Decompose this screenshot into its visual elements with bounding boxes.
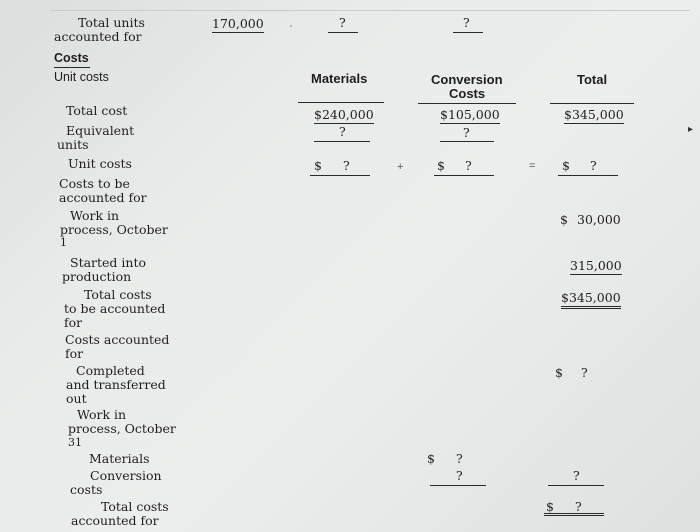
completed-dollar: $ <box>555 365 563 380</box>
header-materials-rule <box>298 102 384 103</box>
top-divider <box>50 10 690 11</box>
header-conversion-rule <box>418 103 516 104</box>
label-total-costs: Total costs <box>84 287 152 302</box>
units-materials-value: ? <box>339 15 346 30</box>
label-process-october: process, October <box>60 222 168 237</box>
label-production: production <box>62 269 132 284</box>
label-for-2: for <box>65 346 84 361</box>
label-total-cost: Total cost <box>66 103 128 118</box>
label-equivalent: Equivalent <box>66 123 135 138</box>
total-accounted-double-underline <box>544 513 604 516</box>
materials-unit-cost: ? <box>343 158 350 173</box>
label-work-in-2: Work in <box>77 407 127 422</box>
label-total-units: Total units <box>78 15 145 30</box>
costs-underline <box>54 67 90 68</box>
total-unit-underline <box>558 175 618 176</box>
plus-sign: + <box>397 161 404 173</box>
materials-unit-underline <box>310 175 370 176</box>
wip-conversion-value: ? <box>456 468 463 483</box>
section-costs: Costs <box>54 51 89 65</box>
total-unit-dollar: $ <box>562 158 570 173</box>
conversion-unit-underline <box>434 175 494 176</box>
label-process-october-2: process, October <box>68 421 176 436</box>
units-conversion-value: ? <box>463 15 470 30</box>
label-completed: Completed <box>76 363 145 378</box>
total-costs-to-be-accounted-value: $345,000 <box>561 291 621 309</box>
label-accounted-for-2: accounted for <box>59 190 147 205</box>
label-and-transferred: and transferred <box>66 377 166 392</box>
wip-materials-dollar: $ <box>427 451 435 466</box>
mouse-cursor-icon: ▸ <box>688 124 694 135</box>
wip-conversion-underline <box>430 485 486 486</box>
started-into-production-value: 315,000 <box>570 258 622 273</box>
label-for: for <box>64 315 83 330</box>
materials-eq-underline <box>314 141 370 142</box>
header-conversion-costs: Costs <box>449 86 486 101</box>
total-accounted-dollar: $ <box>546 499 554 514</box>
label-units: units <box>57 137 89 152</box>
label-costs-word: costs <box>70 482 103 497</box>
label-total-costs-2: Total costs <box>101 499 169 514</box>
materials-eq-units: ? <box>339 124 346 139</box>
label-costs-to-be: Costs to be <box>59 176 130 191</box>
materials-unit-dollar: $ <box>314 158 322 173</box>
conversion-eq-units: ? <box>463 125 470 140</box>
label-materials: Materials <box>89 451 150 466</box>
units-conversion-underline <box>453 32 483 33</box>
materials-cost-value: $240,000 <box>314 107 374 122</box>
total-unit-cost: ? <box>590 158 597 173</box>
label-costs-accounted: Costs accounted <box>65 332 170 347</box>
wip-oct1-dollar: $ <box>560 212 568 227</box>
label-accounted-for-3: accounted for <box>71 513 159 528</box>
label-conversion: Conversion <box>90 468 162 483</box>
total-cost-value: $345,000 <box>564 107 624 122</box>
label-thirtyone: 31 <box>68 436 82 449</box>
wip-total-underline <box>548 485 604 486</box>
equals-sign: = <box>529 160 536 172</box>
label-work-in: Work in <box>70 208 120 223</box>
conversion-cost-value: $105,000 <box>440 107 500 122</box>
units-materials-underline <box>328 32 358 33</box>
header-materials: Materials <box>311 71 368 86</box>
conversion-eq-underline <box>440 141 494 142</box>
wip-materials-value: ? <box>456 451 463 466</box>
header-total: Total <box>577 72 608 87</box>
label-out: out <box>66 391 87 406</box>
units-total-value: 170,000 <box>212 16 264 31</box>
label-accounted-for: accounted for <box>54 29 142 44</box>
dot-separator: · <box>289 20 293 32</box>
conversion-unit-dollar: $ <box>437 158 445 173</box>
wip-total-value: ? <box>573 468 580 483</box>
completed-value: ? <box>581 365 588 380</box>
header-total-rule <box>550 103 634 104</box>
total-accounted-value: ? <box>575 499 582 514</box>
header-conversion: Conversion <box>431 72 503 87</box>
label-started-into: Started into <box>70 255 147 270</box>
label-unit-costs: Unit costs <box>54 70 109 84</box>
label-to-be-accounted: to be accounted <box>64 301 166 316</box>
label-unit-costs-2: Unit costs <box>68 156 132 171</box>
conversion-unit-cost: ? <box>465 158 472 173</box>
label-one: 1 <box>60 236 67 249</box>
wip-oct1-value: 30,000 <box>577 212 621 227</box>
